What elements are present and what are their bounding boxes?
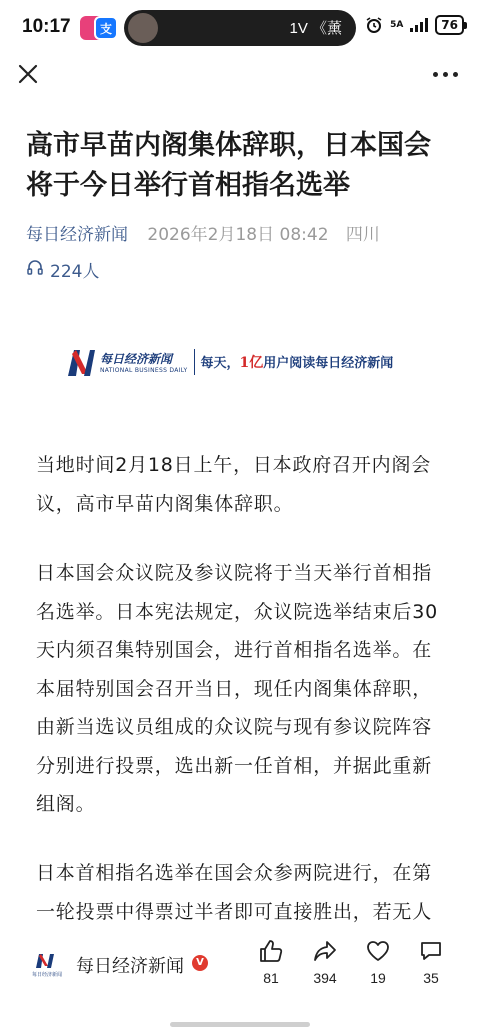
article-paragraph: 当地时间2月18日上午，日本政府召开内阁会议，高市早苗内阁集体辞职。 <box>36 454 432 515</box>
article-meta <box>26 220 380 245</box>
battery-icon: 76 <box>435 15 464 35</box>
home-indicator[interactable] <box>170 1022 310 1027</box>
article-paragraph: 日本首相指名选举在国会众参两院进行，在第一轮投票中得票过半者即可直接胜出，若无人 <box>36 862 433 923</box>
network-label: 5A <box>390 19 404 30</box>
alipay-icon: 支 <box>94 16 118 40</box>
status-icons <box>365 15 464 35</box>
like-button[interactable] <box>246 938 296 986</box>
banner-divider <box>194 349 195 375</box>
heart-icon <box>365 938 391 964</box>
more-icon[interactable] <box>433 72 458 77</box>
share-count: 394 <box>313 970 337 986</box>
banner-brand-en: NATIONAL BUSINESS DAILY <box>100 367 188 374</box>
article-datetime: 2026年2月18日 08:42 <box>147 225 329 245</box>
source-name-link[interactable]: 每日经济新闻 <box>76 956 184 977</box>
source-logo-icon[interactable] <box>28 950 66 978</box>
close-icon[interactable] <box>16 62 40 86</box>
comment-count: 35 <box>423 970 439 986</box>
slogan-prefix: 每天， <box>200 356 240 371</box>
thumbs-up-icon <box>258 938 284 964</box>
bottom-action-bar <box>0 928 480 1036</box>
listener-count: 224人 <box>50 262 100 282</box>
share-button[interactable] <box>300 938 350 986</box>
favorite-count: 19 <box>370 970 386 986</box>
article-paragraph: 日本国会众议院及参议院将于当天举行首相指名选举。日本宪法规定，众议院选举结束后30天内须召集特别国会，进行首相指名选举。在本届特别国会召开当日，现任内阁集体辞职，由新当选议员组成的众议院与现有参议院阵容分别进行投票，选出新一任首相，并据此重新组阁。 <box>36 562 438 815</box>
signal-icon <box>410 18 428 32</box>
nbd-logo-icon <box>66 346 96 378</box>
favorite-button[interactable] <box>353 938 403 986</box>
banner-brand <box>100 350 188 374</box>
share-icon <box>312 938 338 964</box>
source-logo-text: 每日经济新闻 <box>31 972 63 978</box>
slogan-suffix: 用户阅读每日经济新闻 <box>263 356 394 371</box>
comment-icon <box>418 938 444 964</box>
like-count: 81 <box>263 970 279 986</box>
status-bar <box>0 0 480 56</box>
listen-button[interactable] <box>26 257 99 282</box>
status-time: 10:17 <box>22 16 71 37</box>
island-text: 1V 《薰 <box>289 20 342 37</box>
banner-slogan <box>201 352 394 372</box>
media-island[interactable] <box>124 10 356 46</box>
banner-brand-cn: 每日经济新闻 <box>100 352 173 366</box>
publisher-banner <box>66 344 416 380</box>
article-title: 高市早苗内阁集体辞职，日本国会将于今日举行首相指名选举 <box>26 130 431 201</box>
alarm-icon <box>365 16 383 34</box>
article-source-link[interactable]: 每日经济新闻 <box>26 225 128 245</box>
album-cover-icon <box>128 13 158 43</box>
verified-icon: V <box>192 955 208 971</box>
slogan-highlight: 1亿 <box>239 355 264 371</box>
headphones-icon <box>26 258 44 281</box>
comment-button[interactable] <box>406 938 456 986</box>
article-location: 四川 <box>345 225 380 245</box>
